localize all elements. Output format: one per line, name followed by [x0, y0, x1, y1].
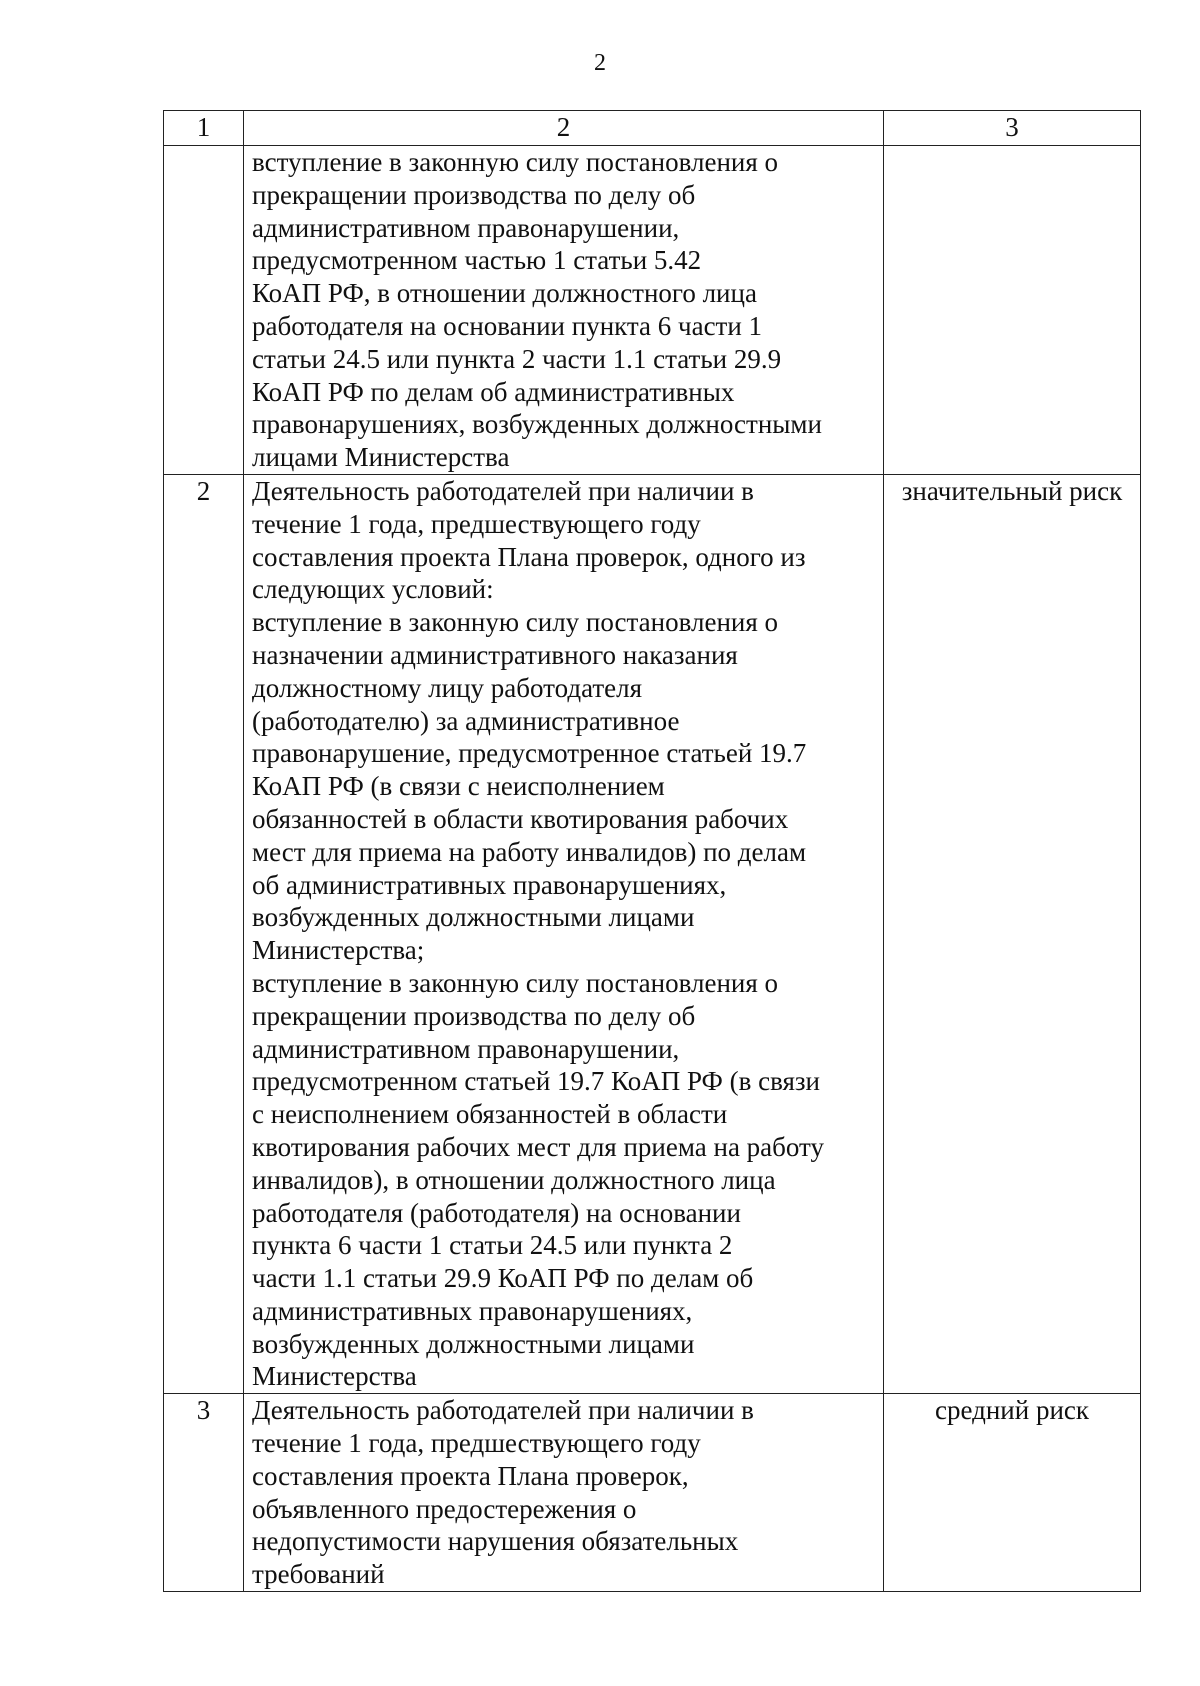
- criteria-text-line: вступление в законную силу постановления о: [252, 147, 779, 177]
- criteria-text-cell: [244, 146, 884, 475]
- criteria-text-line: правонарушениях, возбужденных должностными: [252, 409, 822, 440]
- column-header-3: 3: [884, 111, 1141, 146]
- criteria-text-line: прекращении производства по делу об: [252, 1000, 696, 1031]
- criteria-text-line: Деятельность работодателей при наличии в: [252, 1395, 754, 1426]
- criteria-text-line: инвалидов), в отношении должностного лица: [252, 1164, 776, 1195]
- criteria-text-line: должностному лицу работодателя: [252, 672, 643, 703]
- criteria-text-line: работодателя (работодателя) на основании: [252, 1197, 741, 1228]
- risk-criteria-table: [163, 110, 1141, 1592]
- criteria-text-line: течение 1 года, предшествующего году: [252, 1428, 701, 1459]
- table-row: [164, 146, 1141, 475]
- criteria-text-line: Министерства: [252, 1361, 417, 1392]
- risk-category-cell: средний риск: [884, 1394, 1141, 1592]
- risk-category-cell: [884, 146, 1141, 475]
- criteria-text-line: КоАП РФ по делам об административных: [252, 376, 735, 407]
- criteria-text-line: возбужденных должностными лицами: [252, 902, 695, 933]
- table-row: [164, 474, 1141, 1393]
- criteria-text-line: административных правонарушениях,: [252, 1295, 693, 1326]
- criteria-text-line: объявленного предостережения о: [252, 1493, 637, 1524]
- criteria-text-line: пункта 6 части 1 статьи 24.5 или пункта 2: [252, 1230, 733, 1261]
- criteria-text-line: статьи 24.5 или пункта 2 части 1.1 статьи 29.9: [252, 343, 782, 374]
- criteria-text-line: составления проекта Плана проверок, одного из: [252, 541, 806, 572]
- criteria-text-line: прекращении производства по делу об: [252, 179, 696, 210]
- criteria-text-line: Министерства;: [252, 935, 425, 966]
- criteria-text-line: лицами Министерства: [252, 442, 510, 473]
- criteria-text-line: предусмотренном частью 1 статьи 5.42: [252, 245, 702, 276]
- criteria-text-line: обязанностей в области квотирования рабочих: [252, 803, 789, 834]
- criteria-text-line: административном правонарушении,: [252, 1033, 680, 1064]
- page-number: 2: [594, 50, 606, 76]
- criteria-text-line: КоАП РФ (в связи с неисполнением: [252, 771, 665, 802]
- table-row: [164, 1394, 1141, 1592]
- criteria-text-line: административном правонарушении,: [252, 212, 680, 243]
- criteria-text-line: вступление в законную силу постановления о: [252, 967, 779, 998]
- criteria-text-line: предусмотренном статьей 19.7 КоАП РФ (в связи: [252, 1066, 821, 1097]
- criteria-text-line: правонарушение, предусмотренное статьей 19.7: [252, 738, 807, 769]
- criteria-text-line: возбужденных должностными лицами: [252, 1328, 695, 1359]
- criteria-text-line: составления проекта Плана проверок,: [252, 1460, 689, 1491]
- criteria-text-line: КоАП РФ, в отношении должностного лица: [252, 278, 757, 309]
- criteria-text-line: следующих условий:: [252, 574, 494, 605]
- row-number-cell: 2: [164, 474, 244, 1393]
- criteria-text-line: квотирования рабочих мест для приема на работу: [252, 1131, 824, 1162]
- criteria-text-line: течение 1 года, предшествующего году: [252, 508, 701, 539]
- risk-category-cell: значительный риск: [884, 474, 1141, 1393]
- criteria-text-line: (работодателю) за административное: [252, 705, 680, 736]
- row-number-cell: 3: [164, 1394, 244, 1592]
- criteria-text-line: работодателя на основании пункта 6 части 1: [252, 310, 763, 341]
- criteria-text-line: требований: [252, 1559, 385, 1590]
- criteria-text-line: вступление в законную силу постановления о: [252, 607, 779, 638]
- criteria-text-line: назначении административного наказания: [252, 639, 738, 670]
- table-header-row: [164, 111, 1141, 146]
- criteria-text-line: с неисполнением обязанностей в области: [252, 1099, 728, 1130]
- column-header-1: 1: [164, 111, 244, 146]
- column-header-2: 2: [244, 111, 884, 146]
- criteria-text-line: об административных правонарушениях,: [252, 869, 727, 900]
- criteria-text-line: недопустимости нарушения обязательных: [252, 1526, 739, 1557]
- criteria-text-cell: [244, 474, 884, 1393]
- criteria-text-line: Деятельность работодателей при наличии в: [252, 475, 754, 506]
- row-number-cell: [164, 146, 244, 475]
- criteria-text-cell: [244, 1394, 884, 1592]
- criteria-text-line: мест для приема на работу инвалидов) по делам: [252, 836, 807, 867]
- criteria-text-line: части 1.1 статьи 29.9 КоАП РФ по делам об: [252, 1263, 754, 1294]
